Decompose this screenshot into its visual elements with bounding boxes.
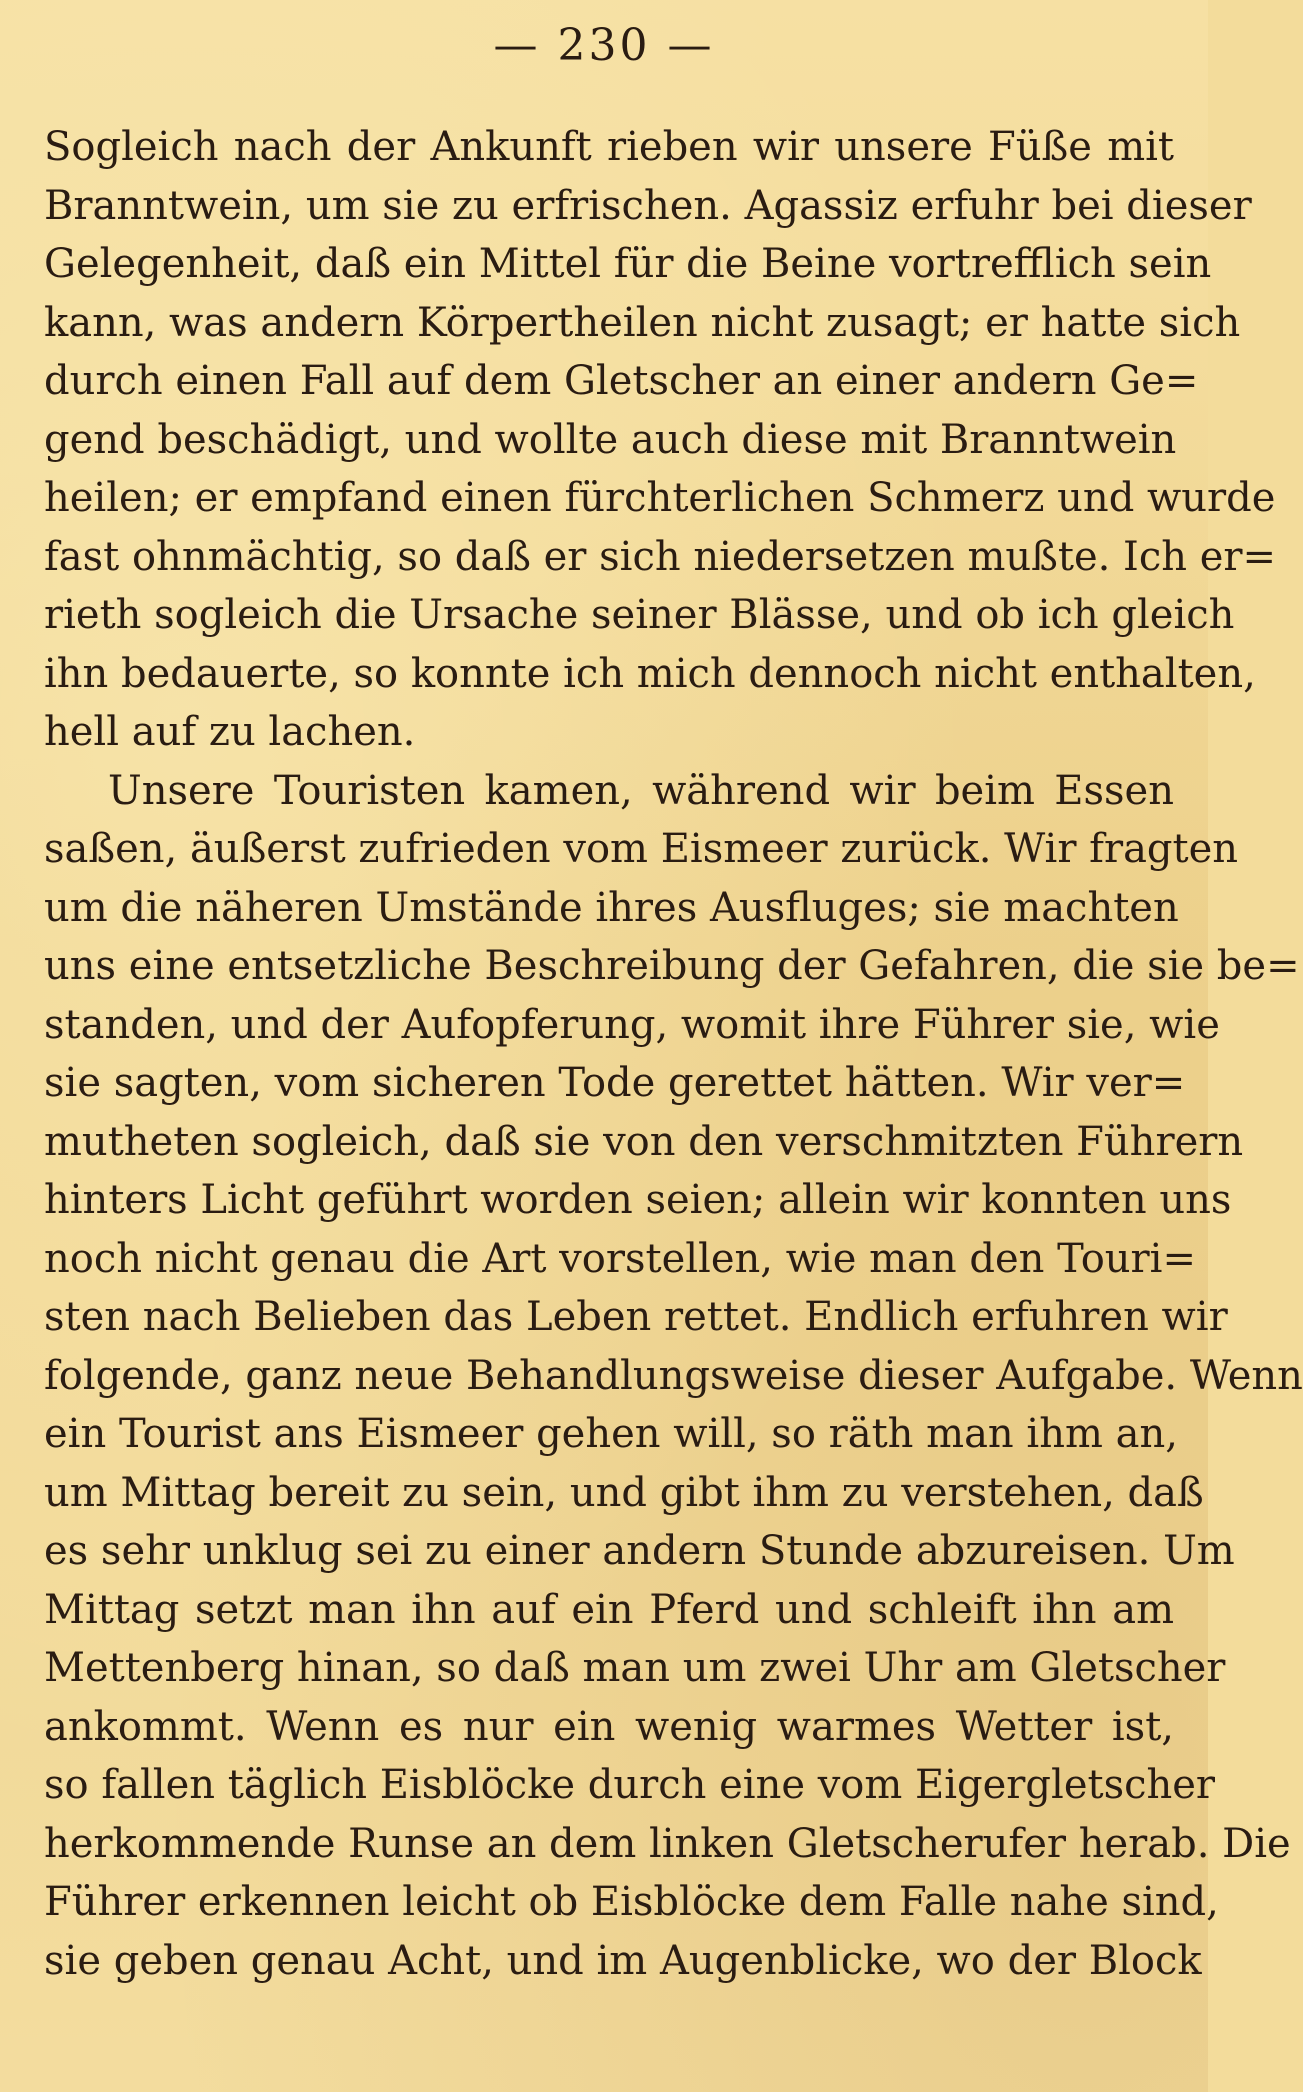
- text-line: so fallen täglich Eisblöcke durch eine vom Eigergletscher: [44, 1762, 1216, 1808]
- text-line: Branntwein, um sie zu erfrischen. Agassiz erfuhr bei dieser: [44, 182, 1252, 229]
- text-line: ein Tourist ans Eismeer gehen will, so räth man ihm an,: [44, 1411, 1178, 1457]
- text-line: fast ohnmächtig, so daß er sich niedersetzen mußte. Ich er=: [44, 533, 1277, 580]
- text-line: um die näheren Umstände ihres Ausfluges; sie machten: [44, 884, 1179, 931]
- text-line: hell auf zu lachen.: [44, 709, 416, 755]
- text-line: Gelegenheit, daß ein Mittel für die Beine vortrefflich sein: [44, 241, 1212, 287]
- text-line: rieth sogleich die Ursache seiner Blässe, und ob ich gleich: [44, 592, 1235, 638]
- text-line: kann, was andern Körpertheilen nicht zusagt; er hatte sich: [44, 299, 1241, 346]
- page-number: — 230 —: [493, 20, 715, 71]
- text-line: sten nach Belieben das Leben rettet. Endlich erfuhren wir: [44, 1294, 1228, 1340]
- text-line: um Mittag bereit zu sein, und gibt ihm zu verstehen, daß: [44, 1469, 1204, 1516]
- text-line: uns eine entsetzliche Beschreibung der Gefahren, die sie be=: [44, 943, 1300, 989]
- text-line: gend beschädigt, und wollte auch diese mit Branntwein: [44, 416, 1177, 463]
- text-line: es sehr unklug sei zu einer andern Stunde abzureisen. Um: [44, 1528, 1235, 1574]
- text-line: Führer erkennen leicht ob Eisblöcke dem Falle nahe sind,: [44, 1879, 1219, 1925]
- text-line: Unsere Touristen kamen, während wir beim Essen: [108, 767, 1174, 814]
- text-line: heilen; er empfand einen fürchterlichen Schmerz und wurde: [44, 475, 1276, 521]
- text-line: durch einen Fall auf dem Gletscher an einer andern Ge=: [44, 358, 1199, 404]
- text-line: hinters Licht geführt worden seien; allein wir konnten uns: [44, 1177, 1232, 1223]
- text-line: Mettenberg hinan, so daß man um zwei Uhr am Gletscher: [44, 1645, 1226, 1691]
- text-line: folgende, ganz neue Behandlungsweise dieser Aufgabe. Wenn: [44, 1352, 1303, 1399]
- text-line: noch nicht genau die Art vorstellen, wie man den Touri=: [44, 1235, 1196, 1282]
- text-line: standen, und der Aufopferung, womit ihre Führer sie, wie: [44, 1001, 1220, 1048]
- text-line: saßen, äußerst zufrieden vom Eismeer zurück. Wir fragten: [44, 826, 1239, 872]
- text-line: ankommt. Wenn es nur ein wenig warmes Wetter ist,: [44, 1703, 1174, 1750]
- text-line: Sogleich nach der Ankunft rieben wir unsere Füße mit: [44, 124, 1174, 170]
- text-line: sie geben genau Acht, und im Augenblicke, wo der Block: [44, 1937, 1202, 1984]
- body-text: [44, 118, 1303, 1990]
- text-line: sie sagten, vom sicheren Tode gerettet hätten. Wir ver=: [44, 1060, 1186, 1106]
- text-line: Mittag setzt man ihn auf ein Pferd und schleift ihn am: [44, 1586, 1174, 1633]
- text-line: herkommende Runse an dem linken Gletscherufer herab. Die: [44, 1820, 1291, 1867]
- text-line: ihn bedauerte, so konnte ich mich dennoch nicht enthalten,: [44, 650, 1256, 697]
- text-line: mutheten sogleich, daß sie von den verschmitzten Führern: [44, 1118, 1244, 1165]
